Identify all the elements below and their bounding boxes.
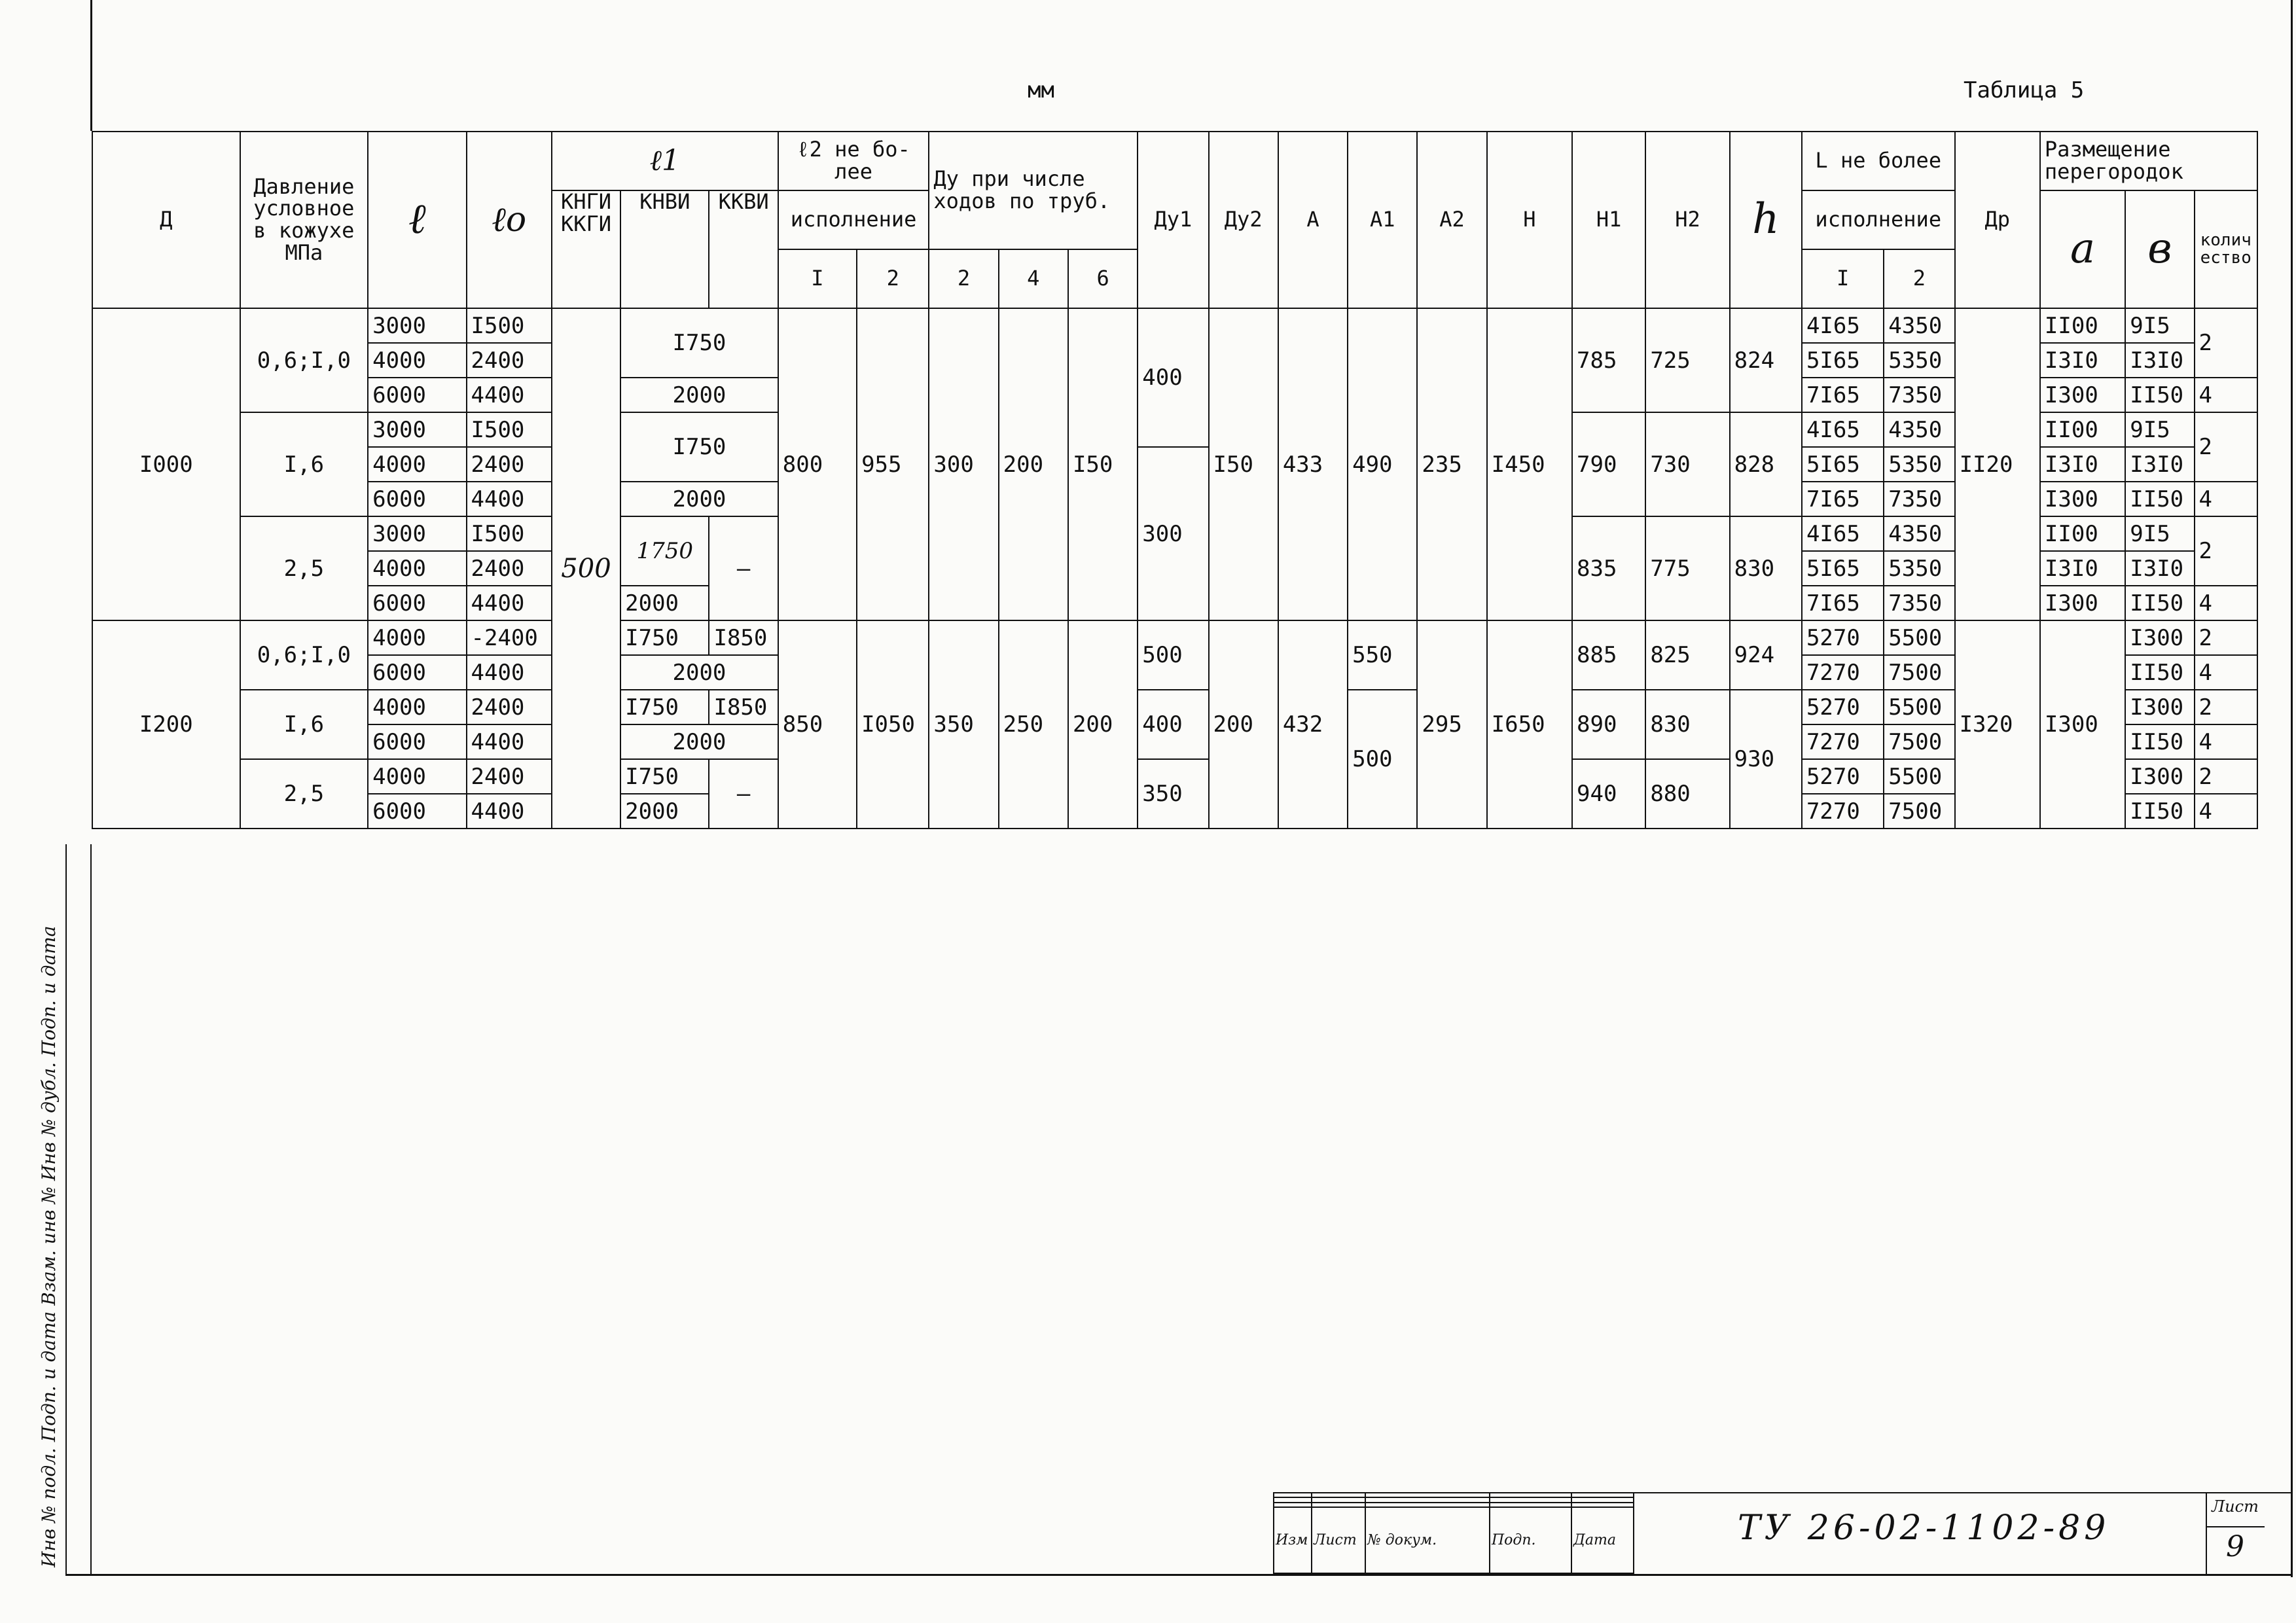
table-cell: 4400 [467, 724, 552, 759]
table-cell: 830 [1730, 516, 1802, 620]
table-cell: II50 [2125, 378, 2194, 412]
cell-d-1200: I200 [92, 620, 240, 829]
cell-h-1200: I650 [1487, 620, 1572, 829]
stamp-top-line [1273, 1492, 2291, 1493]
cell-du1-1000b: 300 [1138, 447, 1208, 620]
table-cell: 7I65 [1802, 482, 1884, 516]
table-row [92, 690, 2257, 724]
table-cell: I300 [2040, 482, 2125, 516]
table-cell: I3I0 [2125, 447, 2194, 482]
col-lmax-2: 2 [1884, 249, 1954, 308]
table-body [92, 308, 2257, 829]
table-cell: 835 [1572, 516, 1645, 620]
table-cell: 7350 [1884, 378, 1954, 412]
table-cell: 3000 [368, 412, 466, 447]
table-cell: 4400 [467, 655, 552, 690]
table-cell: 2 [2195, 516, 2257, 586]
table-cell: 4400 [467, 586, 552, 620]
table-cell: 2000 [620, 655, 778, 690]
col-du-6: 6 [1068, 249, 1138, 308]
stamp-doc: № докум. [1365, 1507, 1490, 1573]
col-l0: ℓо [467, 132, 552, 308]
table-cell: 7270 [1802, 794, 1884, 829]
cell-p3-1000: 2,5 [240, 516, 368, 620]
table-cell: 2000 [620, 482, 778, 516]
col-pressure-unit: МПа [285, 240, 323, 265]
cell-du1-1000a: 400 [1138, 308, 1208, 447]
stamp-list: Лист [1312, 1507, 1365, 1573]
table-cell: 4000 [368, 447, 466, 482]
table-cell: I750 [620, 759, 709, 794]
stamp-izm: Изм [1274, 1507, 1312, 1573]
col-lmax-i: I [1802, 249, 1884, 308]
table-cell: 7350 [1884, 586, 1954, 620]
table-cell: 4400 [467, 482, 552, 516]
table-cell: 828 [1730, 412, 1802, 516]
table-cell: I750 [620, 308, 778, 378]
table-cell: 790 [1572, 412, 1645, 516]
table-cell: 5500 [1884, 759, 1954, 794]
table-cell: 940 [1572, 759, 1645, 829]
table-cell: 4 [2195, 586, 2257, 620]
table-cell: 7500 [1884, 724, 1954, 759]
table-cell: 824 [1730, 308, 1802, 412]
sheet-number: 9 [2226, 1530, 2244, 1563]
table-cell: 930 [1730, 690, 1802, 829]
table-cell: 2000 [620, 794, 709, 829]
table-row [92, 620, 2257, 655]
col-h1: Н1 [1572, 132, 1645, 308]
table-cell: 2400 [467, 343, 552, 378]
col-d: Д [92, 132, 240, 308]
col-part-b: в [2125, 190, 2194, 308]
col-a2: А2 [1417, 132, 1486, 308]
col-l2-i: I [778, 249, 857, 308]
binding-margin-line [90, 844, 92, 1574]
table-cell: 2400 [467, 690, 552, 724]
col-l1: ℓ1 [552, 132, 778, 190]
col-l1-kkvi: ККВИ [709, 190, 778, 308]
col-l1-kngi: КНГИ ККГИ [552, 190, 620, 308]
sheet-label: Лист [2212, 1497, 2259, 1516]
cell-l2-2-1000: 955 [857, 308, 929, 620]
table-header [92, 132, 2257, 308]
table-cell: I3I0 [2040, 343, 2125, 378]
table-cell: 4 [2195, 482, 2257, 516]
cell-p1-1200: 0,6;I,0 [240, 620, 368, 690]
table-cell: 6000 [368, 655, 466, 690]
table-row [92, 447, 2257, 482]
table-cell: I300 [2040, 586, 2125, 620]
table-cell: -2400 [467, 620, 552, 655]
table-cell: I3I0 [2125, 343, 2194, 378]
table-cell: 5270 [1802, 759, 1884, 794]
table-cell: 2000 [620, 378, 778, 412]
table-cell: 880 [1645, 759, 1729, 829]
left-frame-line [90, 0, 92, 131]
table-cell: I750 [620, 620, 709, 655]
cell-du6-1000: I50 [1068, 308, 1138, 620]
table-cell: 4 [2195, 378, 2257, 412]
col-du2: Ду2 [1209, 132, 1278, 308]
table-cell: 4I65 [1802, 308, 1884, 343]
stamp-sign: Подп. [1490, 1507, 1571, 1573]
table-cell: 2000 [620, 724, 778, 759]
table-cell: 924 [1730, 620, 1802, 690]
table-cell: 4I65 [1802, 516, 1884, 551]
table-cell: I300 [2125, 620, 2194, 655]
cell-a1-1000: 490 [1348, 308, 1417, 620]
table-cell: I300 [2040, 378, 2125, 412]
col-du-title: Ду при числе ходов по труб. [929, 132, 1138, 249]
table-cell: 2 [2195, 620, 2257, 655]
table-cell: 6000 [368, 794, 466, 829]
table-cell: 550 [1348, 620, 1417, 690]
table-cell: 5500 [1884, 690, 1954, 724]
binding-margin [38, 841, 71, 1567]
table-cell: 725 [1645, 308, 1729, 412]
cell-du4-1000: 200 [999, 308, 1068, 620]
table-cell: I500 [467, 308, 552, 343]
table-cell: 9I5 [2125, 516, 2194, 551]
table-cell: 350 [1138, 759, 1208, 829]
table-cell: I850 [709, 690, 778, 724]
table-cell: I750 [620, 412, 778, 482]
cell-l1-kngi: 500 [552, 308, 620, 829]
data-table [92, 131, 2258, 829]
col-pressure-label: Давление условное в кожухе [253, 173, 355, 243]
table-cell: II50 [2125, 724, 2194, 759]
cell-du2-1000: 300 [929, 308, 998, 620]
table-cell: 2 [2195, 690, 2257, 724]
col-h2: Н2 [1645, 132, 1729, 308]
table-row [92, 308, 2257, 343]
col-du-4: 4 [999, 249, 1068, 308]
table-cell: 4000 [368, 759, 466, 794]
cell-a2-1000: 235 [1417, 308, 1486, 620]
title-block-stamp [1273, 1492, 1634, 1574]
table-cell: I300 [2125, 690, 2194, 724]
bottom-frame-line [65, 1574, 2292, 1576]
table-cell: 785 [1572, 308, 1645, 412]
table-cell: 4I65 [1802, 412, 1884, 447]
table-cell: 7I65 [1802, 586, 1884, 620]
table-cell: 4 [2195, 655, 2257, 690]
table-cell: 885 [1572, 620, 1645, 690]
table-cell: 7350 [1884, 482, 1954, 516]
table-cell: 4000 [368, 551, 466, 586]
units-label: мм [1028, 77, 1054, 103]
cell-du6-1200: 200 [1068, 620, 1138, 829]
table-cell: 2 [2195, 412, 2257, 482]
table-cell: II00 [2040, 308, 2125, 343]
binding-margin-text: Инв № подл. Подп. и дата Взам. инв № Инв № дубл. Подп. и дата [38, 925, 60, 1567]
table-cell: 730 [1645, 412, 1729, 516]
table-cell: 5270 [1802, 690, 1884, 724]
table-cell: 775 [1645, 516, 1729, 620]
table-cell: 2 [2195, 308, 2257, 378]
cell-p1-1000: 0,6;I,0 [240, 308, 368, 412]
col-l: ℓ [368, 132, 466, 308]
table-cell: 7500 [1884, 655, 1954, 690]
col-l2: ℓ2 не бо- лее [778, 132, 929, 190]
table-cell: 5I65 [1802, 447, 1884, 482]
table-title: Таблица 5 [1964, 77, 2085, 103]
table-cell: I3I0 [2040, 447, 2125, 482]
col-dr: Др [1955, 132, 2040, 308]
table-cell: 2400 [467, 551, 552, 586]
cell-dr-1000: II20 [1955, 308, 2040, 620]
table-cell: 6000 [368, 378, 466, 412]
table-cell: 2000 [620, 586, 709, 620]
table-cell: 4000 [368, 343, 466, 378]
table-cell: I3I0 [2125, 551, 2194, 586]
col-l1-knvi: КНВИ [620, 190, 709, 308]
table-cell: 5I65 [1802, 551, 1884, 586]
table-cell: II00 [2040, 412, 2125, 447]
cell-h-1000: I450 [1487, 308, 1572, 620]
table-cell: II50 [2125, 794, 2194, 829]
table-cell: 4350 [1884, 412, 1954, 447]
table-cell: — [709, 759, 778, 829]
table-cell: — [709, 516, 778, 620]
cell-du2-1200: 350 [929, 620, 998, 829]
cell-d-1000: I000 [92, 308, 240, 620]
stamp-divider [1633, 1492, 1634, 1574]
cell-du2col-1000: I50 [1209, 308, 1278, 620]
cell-l2-i-1000: 800 [778, 308, 857, 620]
cell-a-1000: 433 [1278, 308, 1348, 620]
table-cell: 5350 [1884, 447, 1954, 482]
cell-p2-1000: I,6 [240, 412, 368, 516]
cell-pa-1200: I300 [2040, 620, 2125, 829]
sheet-box [2206, 1492, 2265, 1574]
table-cell: 5350 [1884, 343, 1954, 378]
table-cell: 4400 [467, 794, 552, 829]
col-du1: Ду1 [1138, 132, 1208, 308]
table-cell: 5350 [1884, 551, 1954, 586]
table-cell: I500 [467, 516, 552, 551]
cell-a-1200: 432 [1278, 620, 1348, 829]
table-cell: 1750 [620, 516, 709, 586]
cell-du2col-1200: 200 [1209, 620, 1278, 829]
table-cell: 2400 [467, 759, 552, 794]
table-cell: 5500 [1884, 620, 1954, 655]
table-cell: 7I65 [1802, 378, 1884, 412]
table-cell: I3I0 [2040, 551, 2125, 586]
cell-a2-1200: 295 [1417, 620, 1486, 829]
table-cell: 9I5 [2125, 412, 2194, 447]
col-l2-sub: исполнение [778, 190, 929, 249]
table-cell: 4000 [368, 690, 466, 724]
table-cell: 4400 [467, 378, 552, 412]
table-cell: 5I65 [1802, 343, 1884, 378]
table-cell: 4 [2195, 724, 2257, 759]
table-cell: 500 [1138, 620, 1208, 690]
table-cell: 6000 [368, 482, 466, 516]
col-lmax-sub: исполнение [1802, 190, 1955, 249]
table-cell: 500 [1348, 690, 1417, 829]
table-cell: 6000 [368, 724, 466, 759]
cell-p2-1200: I,6 [240, 690, 368, 759]
stamp-date: Дата [1571, 1507, 1634, 1573]
col-part-a: а [2040, 190, 2125, 308]
col-part-count: количество [2195, 190, 2257, 308]
cell-du4-1200: 250 [999, 620, 1068, 829]
table-cell: 3000 [368, 308, 466, 343]
table-cell: 825 [1645, 620, 1729, 690]
table-cell: 7270 [1802, 655, 1884, 690]
table-cell: 4 [2195, 794, 2257, 829]
table-cell: 4350 [1884, 516, 1954, 551]
table-cell: II00 [2040, 516, 2125, 551]
col-l2-2: 2 [857, 249, 929, 308]
cell-p3-1200: 2,5 [240, 759, 368, 829]
table-cell: 7270 [1802, 724, 1884, 759]
table-cell: 6000 [368, 586, 466, 620]
cell-l2-i-1200: 850 [778, 620, 857, 829]
col-h-small: h [1730, 132, 1802, 308]
col-a1: А1 [1348, 132, 1417, 308]
table-row [92, 759, 2257, 794]
table-cell: I300 [2125, 759, 2194, 794]
col-lmax: L не более [1802, 132, 1955, 190]
table-cell: II50 [2125, 655, 2194, 690]
col-du-2: 2 [929, 249, 998, 308]
col-a: А [1278, 132, 1348, 308]
table-cell: I850 [709, 620, 778, 655]
cell-dr-1200: I320 [1955, 620, 2040, 829]
table-cell: I750 [620, 690, 709, 724]
table-cell: 4000 [368, 620, 466, 655]
table-cell: II50 [2125, 586, 2194, 620]
table-cell: 7500 [1884, 794, 1954, 829]
table-cell: 2 [2195, 759, 2257, 794]
sheet-box-line [2206, 1526, 2265, 1527]
col-partitions: Размещение перегородок [2040, 132, 2257, 190]
table-cell: 5270 [1802, 620, 1884, 655]
table-cell: 890 [1572, 690, 1645, 759]
table-cell: 830 [1645, 690, 1729, 759]
table-cell: I500 [467, 412, 552, 447]
right-frame-line [2291, 0, 2293, 1577]
table-cell: 4350 [1884, 308, 1954, 343]
document-number: ТУ 26-02-1102-89 [1738, 1508, 2110, 1548]
cell-l2-2-1200: I050 [857, 620, 929, 829]
table-cell: II50 [2125, 482, 2194, 516]
table-cell: 2400 [467, 447, 552, 482]
col-pressure [240, 132, 368, 308]
col-h-big: Н [1487, 132, 1572, 308]
table-cell: 9I5 [2125, 308, 2194, 343]
table-cell: 3000 [368, 516, 466, 551]
table-cell: 400 [1138, 690, 1208, 759]
